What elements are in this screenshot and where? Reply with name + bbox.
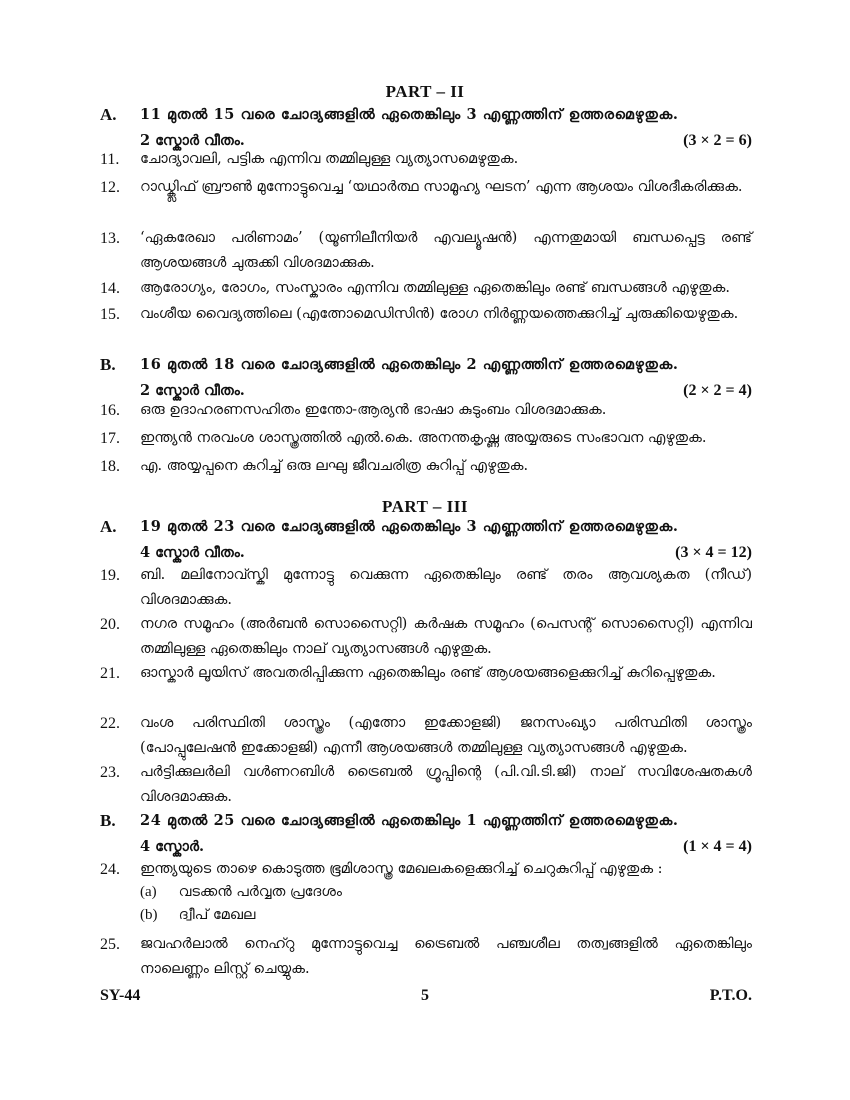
question-21 [100,661,752,686]
question-text: ഒരു ഉദാഹരണസഹിതം ഇന്തോ-ആര്യൻ ഭാഷാ കുടുംബം വിശദമാക്കുക. [140,402,607,418]
question-24 [100,857,752,882]
question-text: റാഡ്ക്ലിഫ് ബ്രൗൺ മുന്നോട്ടുവെച്ച ‘യഥാർത്ഥ സാമൂഹ്യ ഘടന’ എന്ന ആശയം വിശദീകരിക്കുക. [140,179,743,195]
question-12 [100,175,752,200]
question-16 [100,398,752,423]
section-letter: A. [100,105,117,124]
question-23 [100,760,752,810]
question-text: ഓസ്കാർ ലൂയിസ് അവതരിപ്പിക്കുന്ന ഏതെങ്കിലും രണ്ട് ആശയങ്ങളെക്കുറിച്ച് കുറിപ്പെഴുതുക. [140,665,716,681]
question-number: 14. [100,280,120,297]
option-a [140,880,342,904]
section-instruction: 11 മുതൽ 15 വരെ ചോദ്യങ്ങളിൽ ഏതെങ്കിലും 3 എണ്ണത്തിന് ഉത്തരമെഴുതുക. [140,106,679,123]
option-text: ദ്വീപ് മേഖല [178,907,256,923]
question-number: 22. [100,715,120,732]
question-number: 25. [100,936,120,953]
section-letter: B. [100,811,116,830]
question-text: വംശീയ വൈദ്യത്തിലെ (എത്നോമെഡിസിൻ) രോഗ നിർണ്ണയത്തെക്കുറിച്ച് ചുരുക്കിയെഴുതുക. [140,306,739,322]
question-number: 23. [100,764,120,781]
page-footer [100,987,752,1005]
score-note: 2 സ്കോർ വീതം. [140,132,245,149]
section-b-instructions [100,352,752,404]
question-text: ചോദ്യാവലി, പട്ടിക എന്നിവ തമ്മിലുള്ള വ്യത്യാസമെഴുതുക. [140,151,519,167]
question-text: ഇന്ത്യയുടെ താഴെ കൊടുത്ത ഭൂമിശാസ്ത്ര മേഖലകളെക്കുറിച്ച് ചെറുകുറിപ്പ് എഴുതുക : [140,861,663,877]
question-15 [100,302,752,327]
question-text: ജവഹർലാൽ നെഹ്റു മുന്നോട്ടുവെച്ച ട്രൈബൽ പഞ്ചശീല തത്വങ്ങളിൽ ഏതെങ്കിലും നാലെണ്ണം ലിസ്റ്റ് ചെയ്യുക. [140,936,752,977]
question-number: 12. [100,179,120,196]
question-13 [100,226,752,276]
option-label: (a) [140,884,157,900]
question-number: 18. [100,458,120,475]
section-letter: A. [100,517,117,536]
page-number: 5 [421,987,430,1004]
pto-label: P.T.O. [709,987,752,1004]
section-instruction: 16 മുതൽ 18 വരെ ചോദ്യങ്ങളിൽ ഏതെങ്കിലും 2 എണ്ണത്തിന് ഉത്തരമെഴുതുക. [140,356,679,373]
question-text: വംശ പരിസ്ഥിതി ശാസ്ത്രം (എത്നോ ഇക്കോളജി) ജനസംഖ്യാ പരിസ്ഥിതി ശാസ്ത്രം (പോപ്പുലേഷൻ ഇക്കോളജി) എന്നീ ആശയങ്ങൾ തമ്മിലുള്ള വ്യത്യാസങ്ങൾ എഴുതുക. [140,715,752,756]
question-number: 21. [100,665,120,682]
question-number: 17. [100,430,120,447]
question-text: എ. അയ്യപ്പനെ കുറിച്ച് ഒരു ലഘു ജീവചരിത്ര കുറിപ്പ് എഴുതുക. [140,458,529,474]
question-number: 16. [100,402,120,419]
marks-formula: (3 × 4 = 12) [675,544,752,561]
question-text: ബി. മലിനോവ്സ്കി മുന്നോട്ടു വെക്കുന്ന ഏതെങ്കിലും രണ്ട് തരം ആവശ്യകത (നീഡ്) വിശദമാക്കുക. [140,567,752,608]
score-note: 2 സ്കോർ വീതം. [140,382,245,399]
question-17 [100,426,752,451]
score-note: 4 സ്കോർ വീതം. [140,544,245,561]
question-number: 19. [100,567,120,584]
question-number: 15. [100,306,120,323]
score-note: 4 സ്കോർ. [140,838,205,855]
question-number: 11. [100,151,120,168]
paper-code: SY-44 [100,987,141,1004]
section-letter: B. [100,355,116,374]
question-number: 13. [100,230,120,247]
question-22 [100,711,752,761]
question-number: 24. [100,861,120,878]
question-20 [100,612,752,662]
section-b-instructions [100,808,752,860]
question-text: ആരോഗ്യം, രോഗം, സംസ്കാരം എന്നിവ തമ്മിലുള്ള ഏതെങ്കിലും രണ്ട് ബന്ധങ്ങൾ എഴുതുക. [140,280,730,296]
marks-formula: (2 × 2 = 4) [683,382,752,399]
question-14 [100,276,752,301]
question-11 [100,147,752,172]
section-instruction: 24 മുതൽ 25 വരെ ചോദ്യങ്ങളിൽ ഏതെങ്കിലും 1 എണ്ണത്തിന് ഉത്തരമെഴുതുക. [140,812,679,829]
question-number: 20. [100,616,120,633]
question-19 [100,563,752,613]
question-text: ഇന്ത്യൻ നരവംശ ശാസ്ത്രത്തിൽ എൽ.കെ. അനന്തകൃഷ്ണ അയ്യരുടെ സംഭാവന എഴുതുക. [140,430,707,446]
option-b [140,903,255,927]
question-18 [100,454,752,479]
marks-formula: (3 × 2 = 6) [683,132,752,149]
question-text: പർട്ടിക്കുലർലി വൾണറബിൾ ട്രൈബൽ ഗ്രൂപ്പിന്റെ (പി.വി.ടി.ജി) നാല് സവിശേഷതകൾ വിശദമാക്കുക. [140,764,752,805]
marks-formula: (1 × 4 = 4) [683,838,752,855]
question-25 [100,932,752,982]
part-ii-title: PART – II [385,82,465,101]
section-a-instructions [100,514,752,566]
option-text: വടക്കൻ പർവ്വത പ്രദേശം [178,884,342,900]
part-iii-title: PART – III [382,497,468,516]
question-text: നഗര സമൂഹം (അർബൻ സൊസൈറ്റി) കർഷക സമൂഹം (പെസന്റ് സൊസൈറ്റി) എന്നിവ തമ്മിലുള്ള ഏതെങ്കിലും നാല് വ്യത്യാസങ്ങൾ എഴുതുക. [140,616,752,657]
question-text: ‘ഏകരേഖാ പരിണാമം’ (യൂണിലീനിയർ എവല്യൂഷൻ) എന്നതുമായി ബന്ധപ്പെട്ട രണ്ട് ആശയങ്ങൾ ചുരുക്കി വിശദമാക്കുക. [140,230,752,271]
option-label: (b) [140,907,158,923]
section-instruction: 19 മുതൽ 23 വരെ ചോദ്യങ്ങളിൽ ഏതെങ്കിലും 3 എണ്ണത്തിന് ഉത്തരമെഴുതുക. [140,518,679,535]
